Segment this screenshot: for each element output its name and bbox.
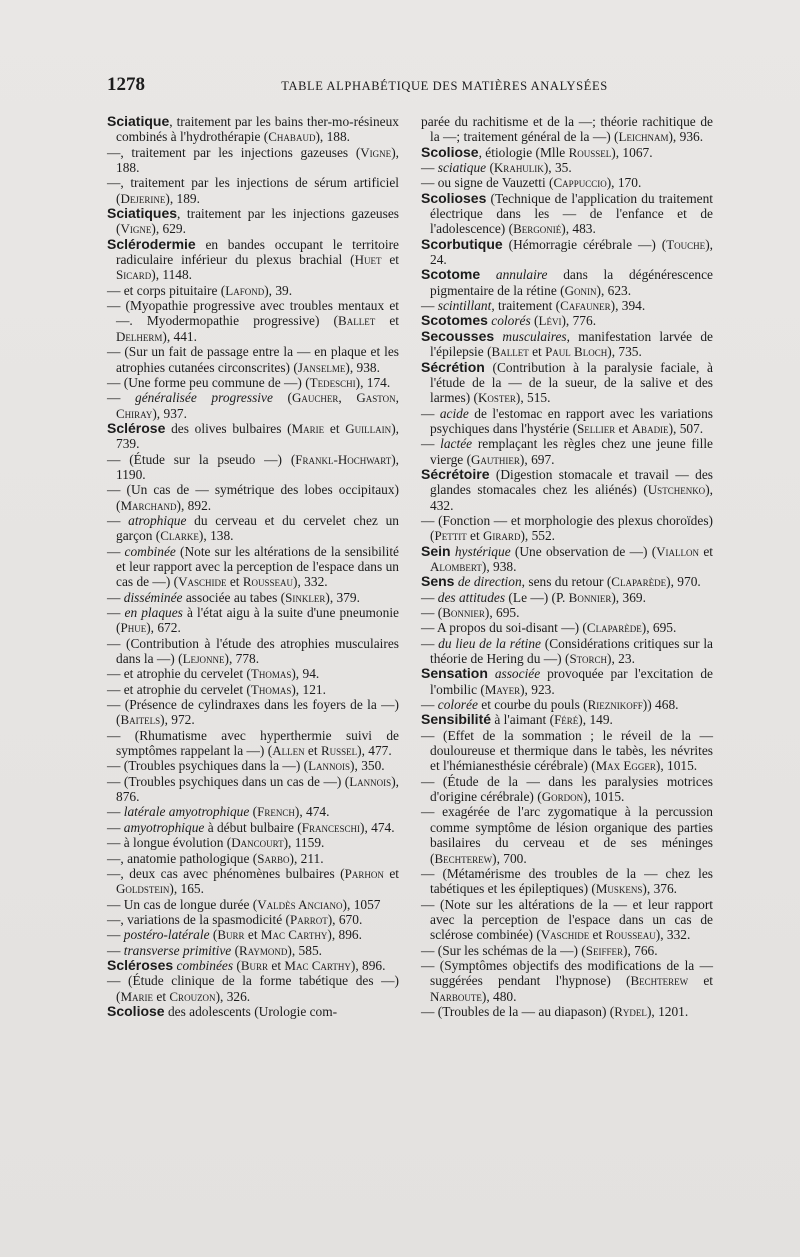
index-entry: Scoliose des adolescents (Urologie com- (107, 1002, 338, 1019)
index-entry: — acide de l'estomac en rapport avec les variations psychiques dans l'hystérie (Sellier et Abadie), 507. (421, 405, 713, 436)
index-entry: parée du rachitisme et de la —; théorie rachitique de la —; traitement général de la —) (Leichnam), 936. (421, 114, 713, 145)
index-entry: Sciatiques, traitement par les injections gazeuses (Vigne), 629. (107, 205, 399, 237)
index-entry: Secousses musculaires, manifestation larvée de l'épilepsie (Ballet et Paul Bloch), 735. (421, 327, 713, 360)
index-entry: — transverse primitive (Raymond), 585. (107, 942, 322, 958)
index-entry: — (Myopathie progressive avec troubles mentaux et —. Myodermopathie progressive) (Ballet et Delherm), 441. (107, 298, 400, 344)
index-entry: Sensibilité à l'aimant (Féré), 149. (421, 711, 613, 728)
index-entry: — (Un cas de — symétrique des lobes occipitaux) (Marchand), 892. (107, 482, 399, 513)
left-column (107, 114, 399, 1019)
index-entry: — (Effet de la sommation ; le réveil de la — douloureuse et thermique dans le tabès, les névrites et l'hémianesthésie cérébrale) (Max Egger), 1015. (421, 727, 713, 774)
index-entry: — (Troubles psychiques dans un cas de —) (Lannois), 876. (107, 773, 399, 805)
index-entry: — lactée remplaçant les règles chez une jeune fille vierge (Gauthier), 697. (421, 436, 713, 467)
index-entry: — (Rhumatisme avec hyperthermie suivi de symptômes rappelant la —) (Allen et Russel), 477. (107, 727, 399, 759)
index-entry: — (Symptômes objectifs des modifications de la — suggérées pendant l'hypnose) (Bechterew et Narboute), 480. (421, 957, 713, 1004)
index-entry: — (Note sur les altérations de la — et leur rapport avec la perception de l'espace dans un cas de sclérose combinée) (Vaschide et Rousseau), 332. (421, 896, 713, 943)
index-entry: — des attitudes (Le —) (P. Bonnier), 369. (421, 589, 646, 605)
index-entry: — (Sur un fait de passage entre la — en plaque et les atrophies cutanées circonscrites) (Janselme), 938. (107, 344, 399, 375)
index-entry: — et atrophie du cervelet (Thomas), 94. (107, 666, 320, 682)
index-entry: — (Étude clinique de la forme tabétique des —) (Marie et Crouzon), 326. (107, 973, 399, 1004)
index-entry: — amyotrophique à début bulbaire (Franceschi), 474. (107, 819, 395, 835)
index-entry: Sciatique, traitement par les bains ther-mo-résineux combinés à l'hydrothérapie (Chabaud), 188. (107, 113, 399, 145)
index-entry: — disséminée associée au tabes (Sinkler), 379. (107, 589, 360, 605)
index-entry: Scotomes colorés (Lévi), 776. (421, 312, 597, 329)
index-entry: — (Troubles psychiques dans la —) (Lannois), 350. (107, 758, 385, 774)
index-entry: — (Sur les schémas de la —) (Seiffer), 766. (421, 942, 658, 958)
index-entry: — à longue évolution (Dancourt), 1159. (107, 835, 325, 851)
index-entry: Sclérose des olives bulbaires (Marie et Guillain), 739. (107, 419, 399, 452)
index-entry: —, traitement par les injections de sérum artificiel (Dejerine), 189. (107, 175, 399, 206)
index-entry: — postéro-latérale (Burr et Mac Carthy), 896. (107, 927, 362, 943)
index-entry: — (Présence de cylindraxes dans les foyers de la —) (Baitels), 972. (107, 697, 399, 728)
index-entry: — (Contribution à l'étude des atrophies musculaires dans la —) (Lejonne), 778. (107, 635, 399, 667)
index-entry: — du lieu de la rétine (Considérations critiques sur la théorie de Hering du —) (Storch), 23. (421, 635, 713, 667)
index-entry: — colorée et courbe du pouls (Rieznikoff)) 468. (421, 697, 679, 713)
page-number: 1278 (107, 74, 145, 95)
index-entry: Sens de direction, sens du retour (Claparède), 970. (421, 573, 701, 590)
index-entry: — et atrophie du cervelet (Thomas), 121. (107, 681, 326, 697)
index-entry: — (Bonnier), 695. (421, 605, 520, 620)
index-entry: — latérale amyotrophique (French), 474. (107, 804, 330, 820)
index-entry: Sein hystérique (Une observation de —) (Viallon et Alombert), 938. (421, 542, 713, 574)
index-entry: — en plaques à l'état aigu à la suite d'une pneumonie (Phue), 672. (107, 605, 399, 636)
index-entry: Scorbutique (Hémorragie cérébrale —) (Touche), 24. (421, 235, 713, 268)
index-entry: Sclérodermie en bandes occupant le territoire radiculaire inférieur du plexus brachial (Huet et Sicard), 1148. (107, 235, 399, 283)
index-entry: —, deux cas avec phénomènes bulbaires (Parhon et Goldstein), 165. (107, 865, 399, 897)
index-entry: — (Fonction — et morphologie des plexus choroïdes) (Pettit et Girard), 552. (421, 512, 713, 544)
index-entry: — généralisée progressive (Gaucher, Gaston, Chiray), 937. (107, 390, 399, 421)
index-entry: Sécrétoire (Digestion stomacale et travail — des glandes stomacales chez les aliénés) (Ustchenko), 432. (421, 465, 713, 513)
index-entry: Sensation associée provoquée par l'excitation de l'ombilic (Mayer), 923. (421, 665, 713, 697)
index-entry: — combinée (Note sur les altérations de la sensibilité et leur rapport avec la perception de l'espace dans un cas de —) (Vaschide et Rousseau), 332. (107, 543, 399, 590)
index-entry: — scintillant, traitement (Cafauner), 394. (421, 298, 646, 314)
index-entry: — (Une forme peu commune de —) (Tedeschi), 174. (107, 374, 391, 390)
index-entry: Scolioses (Technique de l'application du traitement électrique dans les — de l'enfance et de l'adolescence) (Bergonié), 483. (421, 189, 713, 237)
index-entry: — Un cas de longue durée (Valdès Anciano), 1057 (107, 896, 381, 912)
index-entry: — sciatique (Krahulik), 35. (421, 160, 572, 176)
index-entry: Sécrétion (Contribution à la paralysie faciale, à l'étude de la — de la sueur, de la salive et des larmes) (Koster), 515. (421, 358, 713, 406)
index-entry: — (Étude sur la pseudo —) (Frankl-Hochwart), 1190. (107, 451, 399, 482)
index-entry: Scléroses combinées (Burr et Mac Carthy), 896. (107, 956, 386, 973)
index-entry: Scotome annulaire dans la dégénérescence pigmentaire de la rétine (Gonin), 623. (421, 266, 713, 298)
index-entry: — (Troubles de la — au diapason) (Rydel), 1201. (421, 1003, 689, 1019)
index-entry: — ou signe de Vauzetti (Cappuccio), 170. (421, 175, 642, 191)
index-entry: —, traitement par les injections gazeuses (Vigne), 188. (107, 144, 399, 176)
index-entry: — exagérée de l'arc zygomatique à la percussion comme symptôme de lésion organique des parties basilaires du cerveau et de ses méninges (Bechterew), 700. (421, 804, 713, 866)
index-entry: — A propos du soi-disant —) (Claparède), 695. (421, 620, 677, 636)
page-header (107, 74, 712, 96)
index-entry: — et corps pituitaire (Lafond), 39. (107, 282, 293, 298)
index-entry: —, anatomie pathologique (Sarbo), 211. (107, 850, 324, 866)
index-entry: Scoliose, étiologie (Mlle Roussel), 1067. (421, 143, 653, 160)
right-column (421, 114, 713, 1019)
index-entry: —, variations de la spasmodicité (Parrot), 670. (107, 911, 363, 927)
index-entry: — (Métamérisme des troubles de la — chez les tabétiques et les épileptiques) (Muskens), 376. (421, 865, 713, 897)
index-entry: — atrophique du cerveau et du cervelet chez un garçon (Clarke), 138. (107, 512, 399, 544)
running-title: TABLE ALPHABÉTIQUE DES MATIÈRES ANALYSÉES (281, 79, 608, 93)
index-entry: — (Étude de la — dans les paralysies motrices d'origine cérébrale) (Gordon), 1015. (421, 773, 713, 805)
